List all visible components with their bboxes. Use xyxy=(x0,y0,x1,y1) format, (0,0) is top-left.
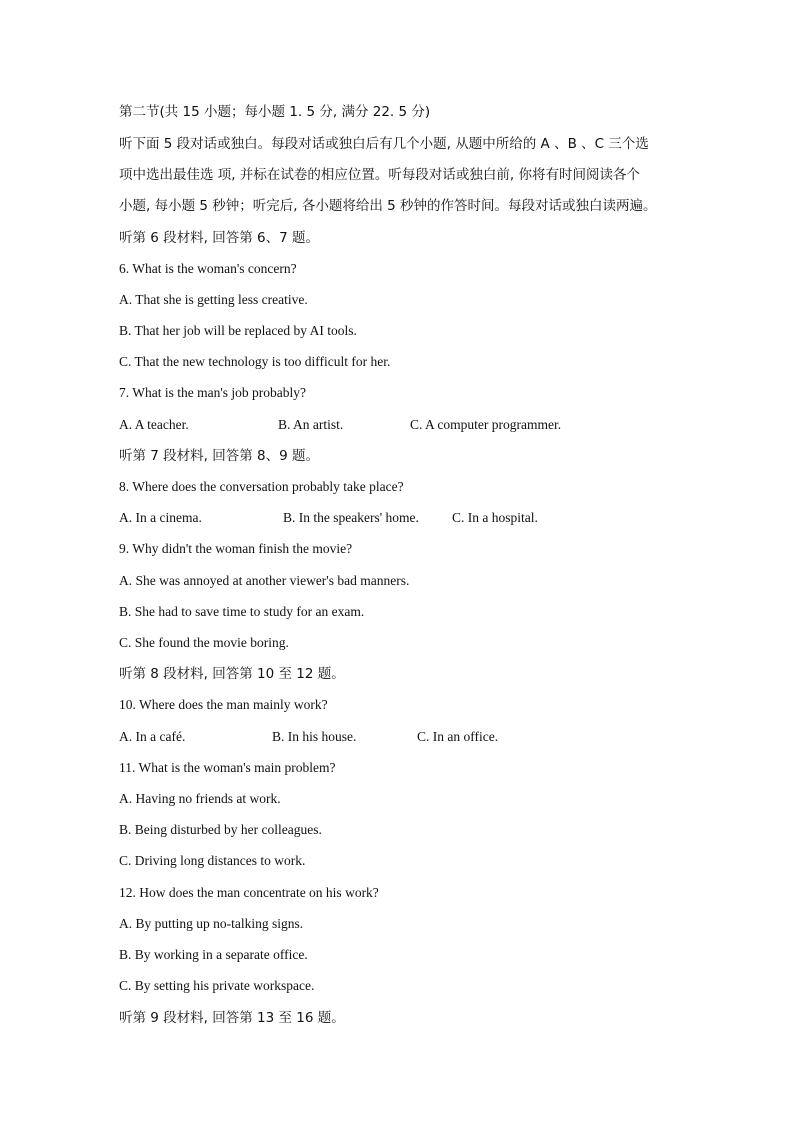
question-12-option-b: B. By working in a separate office. xyxy=(119,947,308,962)
question-10-option-b: B. In his house. xyxy=(272,729,357,744)
question-stem-11: 11. What is the woman's main problem? xyxy=(119,760,336,775)
question-stem-8: 8. Where does the conversation probably take place? xyxy=(119,479,404,494)
instructions-line-1: 听下面 5 段对话或独白。每段对话或独白后有几个小题, 从题中所给的 A 、B 、C 三个选 xyxy=(119,136,649,152)
group-intro-6: 听第 6 段材料, 回答第 6、7 题。 xyxy=(119,230,320,246)
question-stem-7: 7. What is the man's job probably? xyxy=(119,385,307,400)
question-stem-12: 12. How does the man concentrate on his work? xyxy=(119,885,379,900)
instructions-line-2: 项中选出最佳选 项, 并标在试卷的相应位置。听每段对话或独白前, 你将有时间阅读各个 xyxy=(119,167,640,183)
section-heading: 第二节(共 15 小题；每小题 1. 5 分, 满分 22. 5 分) xyxy=(119,104,431,120)
question-8-option-b: B. In the speakers' home. xyxy=(283,510,419,525)
question-11-option-c: C. Driving long distances to work. xyxy=(119,853,306,868)
question-stem-9: 9. Why didn't the woman finish the movie? xyxy=(119,541,353,556)
group-intro-7: 听第 7 段材料, 回答第 8、9 题。 xyxy=(119,448,320,464)
question-6-option-a: A. That she is getting less creative. xyxy=(119,292,308,307)
question-8-option-c: C. In a hospital. xyxy=(452,510,538,525)
question-stem-6: 6. What is the woman's concern? xyxy=(119,261,297,276)
group-intro-9: 听第 9 段材料, 回答第 13 至 16 题。 xyxy=(119,1010,345,1026)
question-7-option-c: C. A computer programmer. xyxy=(410,417,562,432)
question-12-option-c: C. By setting his private workspace. xyxy=(119,978,315,993)
question-9-option-b: B. She had to save time to study for an exam. xyxy=(119,604,365,619)
question-6-option-b: B. That her job will be replaced by AI tools. xyxy=(119,323,357,338)
question-6-option-c: C. That the new technology is too difficult for her. xyxy=(119,354,391,369)
question-10-option-a: A. In a café. xyxy=(119,729,186,744)
question-7-option-a: A. A teacher. xyxy=(119,417,189,432)
question-9-option-c: C. She found the movie boring. xyxy=(119,635,289,650)
question-11-option-a: A. Having no friends at work. xyxy=(119,791,281,806)
question-stem-10: 10. Where does the man mainly work? xyxy=(119,697,328,712)
question-9-option-a: A. She was annoyed at another viewer's bad manners. xyxy=(119,573,410,588)
question-8-option-a: A. In a cinema. xyxy=(119,510,202,525)
group-intro-8: 听第 8 段材料, 回答第 10 至 12 题。 xyxy=(119,666,345,682)
instructions-line-3: 小题, 每小题 5 秒钟；听完后, 各小题将给出 5 秒钟的作答时间。每段对话或独白读两遍。 xyxy=(119,198,657,214)
question-10-option-c: C. In an office. xyxy=(417,729,499,744)
question-11-option-b: B. Being disturbed by her colleagues. xyxy=(119,822,322,837)
question-7-option-b: B. An artist. xyxy=(278,417,344,432)
question-12-option-a: A. By putting up no-talking signs. xyxy=(119,916,304,931)
